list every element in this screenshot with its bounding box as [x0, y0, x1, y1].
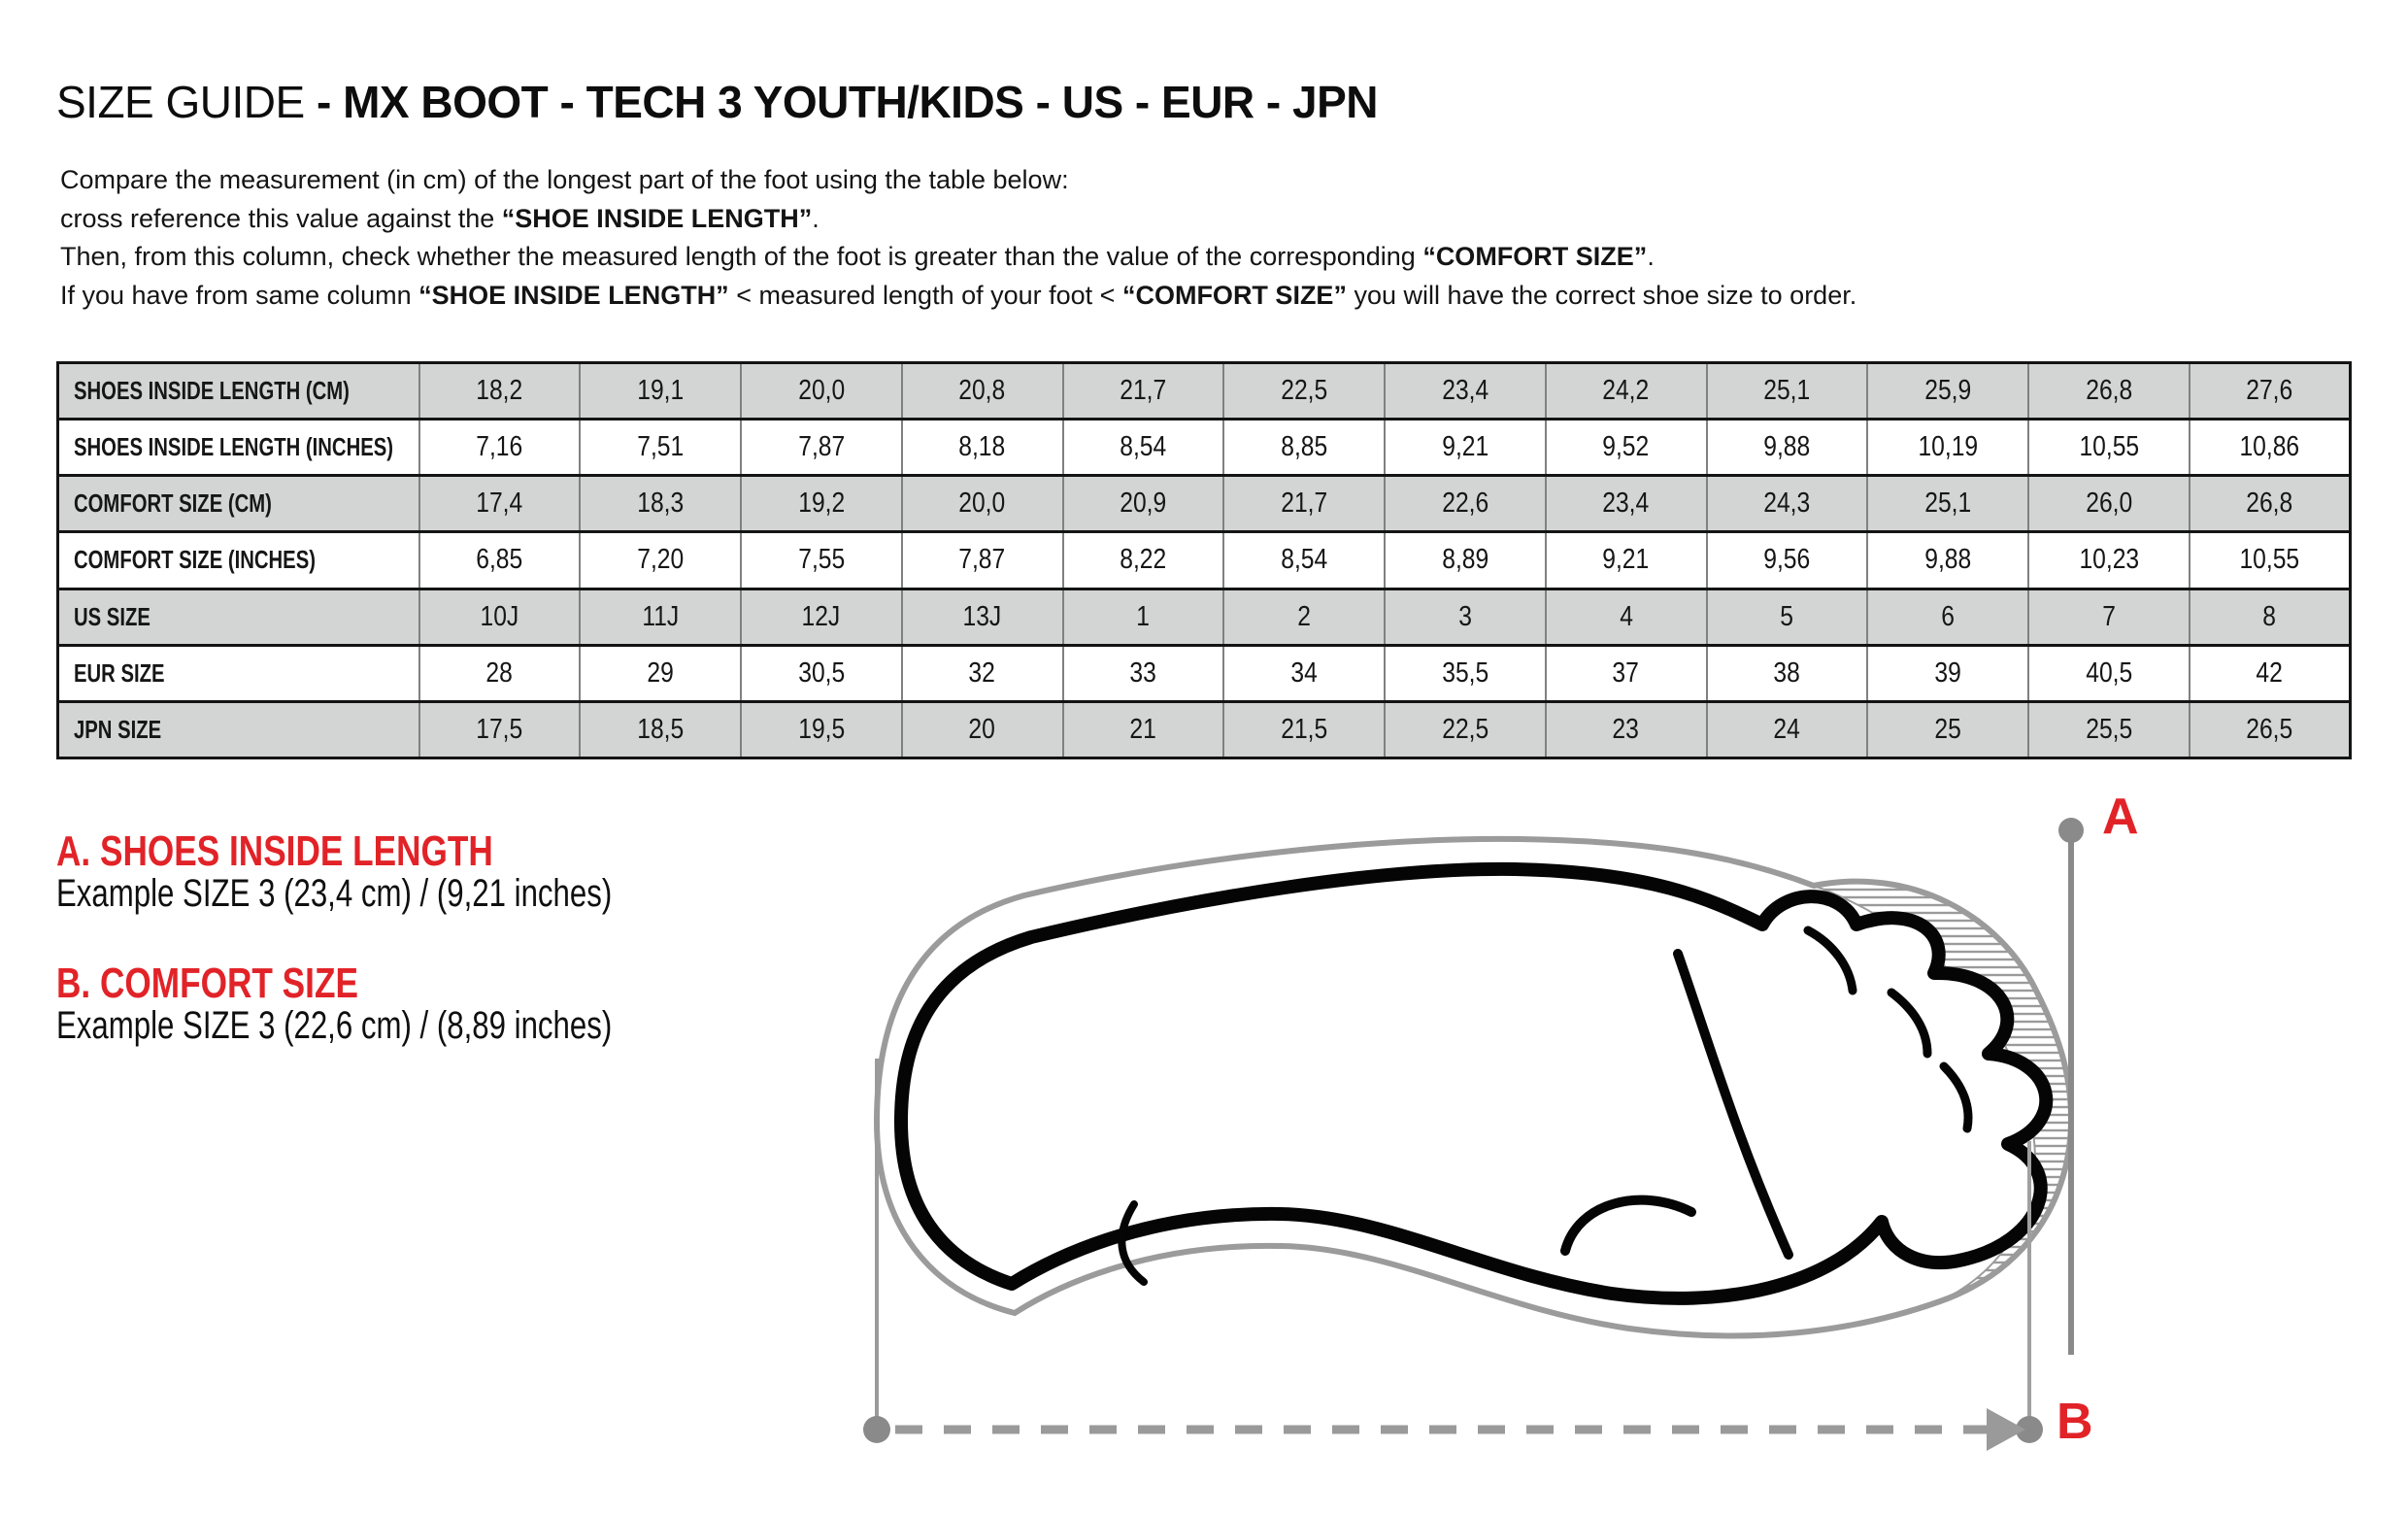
size-cell: 25,1	[1867, 476, 2028, 532]
size-cell: 25,9	[1867, 363, 2028, 420]
size-cell: 12J	[741, 589, 902, 645]
intro-line-2: cross reference this value against the “SHOE INSIDE LENGTH”.	[60, 203, 819, 233]
size-cell: 19,5	[741, 701, 902, 758]
size-cell: 38	[1707, 645, 1868, 701]
size-cell: 7,87	[741, 420, 902, 476]
size-cell: 22,5	[1223, 363, 1385, 420]
size-cell: 20,9	[1063, 476, 1224, 532]
size-cell: 29	[580, 645, 741, 701]
size-cell: 37	[1546, 645, 1707, 701]
size-cell: 22,5	[1385, 701, 1546, 758]
size-cell: 7,20	[580, 532, 741, 589]
size-cell: 3	[1385, 589, 1546, 645]
size-cell: 26,0	[2028, 476, 2190, 532]
size-cell: 7,16	[419, 420, 581, 476]
title-prefix: SIZE GUIDE	[56, 77, 305, 127]
size-cell: 25,5	[2028, 701, 2190, 758]
size-cell: 8	[2190, 589, 2351, 645]
size-cell: 23	[1546, 701, 1707, 758]
size-cell: 30,5	[741, 645, 902, 701]
size-cell: 10,55	[2190, 532, 2351, 589]
size-cell: 5	[1707, 589, 1868, 645]
size-cell: 10,55	[2028, 420, 2190, 476]
size-cell: 1	[1063, 589, 1224, 645]
size-cell: 18,3	[580, 476, 741, 532]
size-cell: 21	[1063, 701, 1224, 758]
size-cell: 23,4	[1546, 476, 1707, 532]
row-label: JPN SIZE	[58, 701, 419, 758]
size-cell: 11J	[580, 589, 741, 645]
size-cell: 35,5	[1385, 645, 1546, 701]
intro-line-1: Compare the measurement (in cm) of the longest part of the foot using the table below:	[60, 165, 1069, 194]
size-cell: 13J	[902, 589, 1063, 645]
size-cell: 8,85	[1223, 420, 1385, 476]
size-cell: 7,51	[580, 420, 741, 476]
legend-b-title: B. COMFORT SIZE	[56, 960, 358, 1007]
legend-a-title: A. SHOES INSIDE LENGTH	[56, 827, 493, 875]
legend-b-example: Example SIZE 3 (22,6 cm) / (8,89 inches)	[56, 1004, 613, 1047]
diagram-label-a: A	[2102, 789, 2139, 845]
foot-outline	[901, 869, 2046, 1298]
diagram-label-b: B	[2057, 1394, 2093, 1450]
size-cell: 6	[1867, 589, 2028, 645]
size-cell: 7	[2028, 589, 2190, 645]
intro-line-3: Then, from this column, check whether the measured length of the foot is greater than the value of the corresponding “COMFORT SIZE”.	[60, 242, 1655, 271]
size-cell: 7,87	[902, 532, 1063, 589]
intro-line-4: If you have from same column “SHOE INSIDE LENGTH” < measured length of your foot < “COMFORT SIZE” you will have the correct shoe size to order.	[60, 280, 1857, 310]
size-cell: 6,85	[419, 532, 581, 589]
size-cell: 10,19	[1867, 420, 2028, 476]
size-cell: 33	[1063, 645, 1224, 701]
size-cell: 9,21	[1546, 532, 1707, 589]
size-cell: 20,0	[741, 363, 902, 420]
length-arrowhead	[1987, 1408, 2025, 1451]
title-product: - MX BOOT - TECH 3 YOUTH/KIDS - US - EUR - JPN	[317, 77, 1378, 127]
size-cell: 20	[902, 701, 1063, 758]
size-cell: 10J	[419, 589, 581, 645]
size-cell: 26,5	[2190, 701, 2351, 758]
size-cell: 42	[2190, 645, 2351, 701]
size-cell: 40,5	[2028, 645, 2190, 701]
size-cell: 18,2	[419, 363, 581, 420]
row-label: COMFORT SIZE (CM)	[58, 476, 419, 532]
size-cell: 8,22	[1063, 532, 1224, 589]
size-cell: 21,7	[1063, 363, 1224, 420]
size-cell: 17,5	[419, 701, 581, 758]
size-cell: 23,4	[1385, 363, 1546, 420]
size-cell: 26,8	[2028, 363, 2190, 420]
legend-a-example: Example SIZE 3 (23,4 cm) / (9,21 inches)	[56, 872, 613, 915]
size-cell: 9,52	[1546, 420, 1707, 476]
size-cell: 19,2	[741, 476, 902, 532]
size-cell: 17,4	[419, 476, 581, 532]
size-cell: 20,0	[902, 476, 1063, 532]
size-cell: 7,55	[741, 532, 902, 589]
size-cell: 34	[1223, 645, 1385, 701]
row-label: SHOES INSIDE LENGTH (INCHES)	[58, 420, 419, 476]
size-cell: 24,3	[1707, 476, 1868, 532]
size-cell: 8,54	[1063, 420, 1224, 476]
row-label: US SIZE	[58, 589, 419, 645]
size-cell: 4	[1546, 589, 1707, 645]
size-cell: 2	[1223, 589, 1385, 645]
size-cell: 21,7	[1223, 476, 1385, 532]
size-cell: 24	[1707, 701, 1868, 758]
a-endpoint-dot	[2058, 818, 2084, 843]
row-label: COMFORT SIZE (INCHES)	[58, 532, 419, 589]
size-cell: 18,5	[580, 701, 741, 758]
size-cell: 19,1	[580, 363, 741, 420]
size-cell: 10,86	[2190, 420, 2351, 476]
size-cell: 24,2	[1546, 363, 1707, 420]
size-cell: 9,56	[1707, 532, 1868, 589]
size-cell: 39	[1867, 645, 2028, 701]
size-cell: 32	[902, 645, 1063, 701]
size-cell: 25,1	[1707, 363, 1868, 420]
size-cell: 20,8	[902, 363, 1063, 420]
size-cell: 9,88	[1707, 420, 1868, 476]
row-label: EUR SIZE	[58, 645, 419, 701]
size-cell: 27,6	[2190, 363, 2351, 420]
row-label: SHOES INSIDE LENGTH (CM)	[58, 363, 419, 420]
size-cell: 25	[1867, 701, 2028, 758]
size-cell: 9,88	[1867, 532, 2028, 589]
heel-endpoint-dot	[863, 1416, 890, 1443]
size-cell: 8,18	[902, 420, 1063, 476]
size-cell: 28	[419, 645, 581, 701]
size-cell: 8,54	[1223, 532, 1385, 589]
size-cell: 26,8	[2190, 476, 2351, 532]
size-cell: 9,21	[1385, 420, 1546, 476]
size-cell: 8,89	[1385, 532, 1546, 589]
size-cell: 10,23	[2028, 532, 2190, 589]
size-cell: 22,6	[1385, 476, 1546, 532]
size-cell: 21,5	[1223, 701, 1385, 758]
